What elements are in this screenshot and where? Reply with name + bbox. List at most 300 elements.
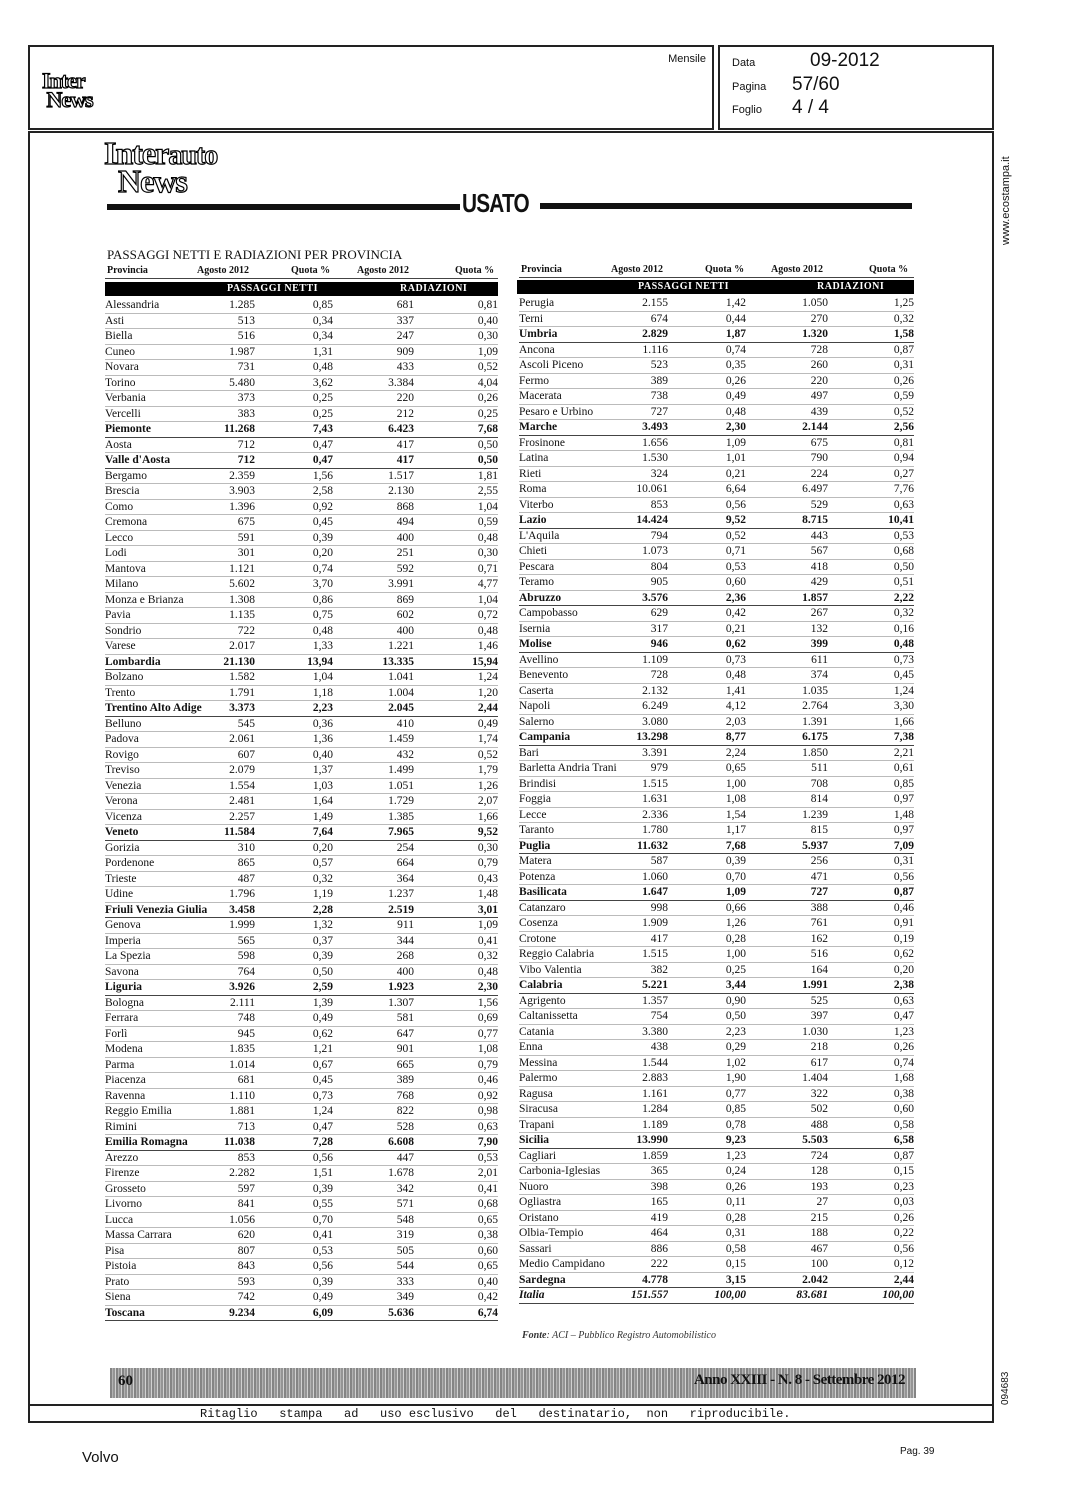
province-name: Trentino Alto Adige xyxy=(105,701,219,717)
passaggi-quota: 1,41 xyxy=(668,683,746,699)
passaggi-quota: 0,39 xyxy=(255,1274,333,1290)
radiazioni-quota: 1,23 xyxy=(828,1024,914,1040)
table-row xyxy=(519,931,914,947)
radiazioni-count: 215 xyxy=(746,1210,828,1226)
passaggi-count: 2.336 xyxy=(631,807,668,823)
radiazioni-quota: 1,81 xyxy=(414,468,498,484)
province-name: Frosinone xyxy=(519,435,631,451)
passaggi-count: 979 xyxy=(631,761,668,777)
table-row xyxy=(519,296,914,311)
province-name: Como xyxy=(105,499,219,515)
passaggi-quota: 0,39 xyxy=(255,1181,333,1197)
province-name: Treviso xyxy=(105,763,219,779)
interauto-news-logo: Inter News xyxy=(42,68,93,112)
passaggi-quota: 0,50 xyxy=(255,964,333,980)
passaggi-count: 1.161 xyxy=(631,1086,668,1102)
radiazioni-count: 1.041 xyxy=(333,670,414,686)
passaggi-quota: 1,36 xyxy=(255,732,333,748)
col-passaggi-agosto: Agosto 2012 xyxy=(611,264,663,275)
passaggi-quota: 0,21 xyxy=(668,466,746,482)
passaggi-quota: 1,39 xyxy=(255,995,333,1011)
radiazioni-quota: 0,81 xyxy=(414,298,498,313)
table-row xyxy=(519,575,914,591)
passaggi-count: 2.132 xyxy=(631,683,668,699)
table-row xyxy=(105,685,498,701)
col-radiazioni-quota: Quota % xyxy=(455,265,495,276)
radiazioni-quota: 2,56 xyxy=(828,420,914,436)
province-name: Rieti xyxy=(519,466,631,482)
radiazioni-quota: 0,73 xyxy=(828,652,914,668)
radiazioni-count: 268 xyxy=(333,949,414,965)
radiazioni-count: 433 xyxy=(333,360,414,376)
province-name: Venezia xyxy=(105,778,219,794)
province-name: Fermo xyxy=(519,373,631,389)
radiazioni-quota: 0,79 xyxy=(414,1057,498,1073)
table-row xyxy=(105,933,498,949)
passaggi-count: 1.656 xyxy=(631,435,668,451)
radiazioni-count: 1.221 xyxy=(333,639,414,655)
passaggi-count: 1.791 xyxy=(219,685,255,701)
radiazioni-count: 6.608 xyxy=(333,1135,414,1151)
province-name: Parma xyxy=(105,1057,219,1073)
table-row xyxy=(105,794,498,810)
province-name: Ragusa xyxy=(519,1086,631,1102)
passaggi-quota: 0,70 xyxy=(255,1212,333,1228)
radiazioni-quota: 9,52 xyxy=(414,825,498,841)
province-name: Sondrio xyxy=(105,623,219,639)
province-name: Oristano xyxy=(519,1210,631,1226)
region-row xyxy=(519,978,914,994)
radiazioni-count: 488 xyxy=(746,1117,828,1133)
passaggi-count: 754 xyxy=(631,1009,668,1025)
passaggi-count: 13.990 xyxy=(631,1133,668,1149)
passaggi-quota: 0,26 xyxy=(668,373,746,389)
radiazioni-quota: 0,48 xyxy=(414,623,498,639)
radiazioni-quota: 0,52 xyxy=(414,747,498,763)
province-name: Toscana xyxy=(105,1305,219,1321)
passaggi-count: 398 xyxy=(631,1179,668,1195)
passaggi-count: 21.130 xyxy=(219,654,255,670)
passaggi-count: 1.780 xyxy=(631,823,668,839)
radiazioni-count: 790 xyxy=(746,451,828,467)
province-name: Catanzaro xyxy=(519,900,631,916)
passaggi-count: 1.530 xyxy=(631,451,668,467)
province-name: Emilia Romagna xyxy=(105,1135,219,1151)
province-name: Lecco xyxy=(105,530,219,546)
radiazioni-count: 100 xyxy=(746,1257,828,1273)
province-name: Isernia xyxy=(519,621,631,637)
passaggi-count: 2.257 xyxy=(219,809,255,825)
radiazioni-quota: 0,52 xyxy=(828,404,914,420)
table-row xyxy=(105,1181,498,1197)
radiazioni-count: 418 xyxy=(746,559,828,575)
province-name: Cremona xyxy=(105,515,219,531)
province-name: Pavia xyxy=(105,608,219,624)
radiazioni-count: 1.239 xyxy=(746,807,828,823)
passaggi-count: 516 xyxy=(219,329,255,345)
province-name: Lombardia xyxy=(105,654,219,670)
passaggi-count: 1.110 xyxy=(219,1088,255,1104)
passaggi-count: 545 xyxy=(219,716,255,732)
table-row xyxy=(105,406,498,422)
passaggi-count: 1.544 xyxy=(631,1055,668,1071)
passaggi-quota: 0,48 xyxy=(255,360,333,376)
radiazioni-count: 647 xyxy=(333,1026,414,1042)
radiazioni-quota: 0,45 xyxy=(828,668,914,684)
region-row xyxy=(105,825,498,841)
radiazioni-count: 5.937 xyxy=(746,838,828,854)
radiazioni-count: 247 xyxy=(333,329,414,345)
passaggi-quota: 0,53 xyxy=(668,559,746,575)
table-row xyxy=(105,732,498,748)
passaggi-count: 728 xyxy=(631,668,668,684)
passaggi-quota: 1,18 xyxy=(255,685,333,701)
passaggi-count: 3.576 xyxy=(631,590,668,606)
passaggi-quota: 1,03 xyxy=(255,778,333,794)
radiazioni-count: 1.729 xyxy=(333,794,414,810)
radiazioni-count: 525 xyxy=(746,993,828,1009)
table-row xyxy=(519,947,914,963)
passaggi-count: 2.111 xyxy=(219,995,255,1011)
disclaimer: Ritaglio stampa ad uso esclusivo del destinatario, non riproducibile. xyxy=(200,1407,791,1421)
table-row xyxy=(519,1257,914,1273)
table-row xyxy=(519,482,914,498)
province-name: Imperia xyxy=(105,933,219,949)
radiazioni-count: 399 xyxy=(746,637,828,653)
table-row xyxy=(105,391,498,407)
province-name: Milano xyxy=(105,577,219,593)
radiazioni-count: 471 xyxy=(746,869,828,885)
passaggi-count: 3.458 xyxy=(219,902,255,918)
table-row xyxy=(105,1057,498,1073)
passaggi-count: 419 xyxy=(631,1210,668,1226)
province-name: Prato xyxy=(105,1274,219,1290)
passaggi-count: 1.631 xyxy=(631,792,668,808)
passaggi-count: 1.859 xyxy=(631,1148,668,1164)
radiazioni-quota: 2,44 xyxy=(414,701,498,717)
passaggi-quota: 0,39 xyxy=(255,949,333,965)
province-name: Verona xyxy=(105,794,219,810)
article-logo: Interauto News xyxy=(104,135,218,199)
province-name: Caltanissetta xyxy=(519,1009,631,1025)
radiazioni-count: 1.030 xyxy=(746,1024,828,1040)
passaggi-count: 1.515 xyxy=(631,947,668,963)
passaggi-count: 712 xyxy=(219,437,255,453)
province-name: Lucca xyxy=(105,1212,219,1228)
passaggi-quota: 1,08 xyxy=(668,792,746,808)
radiazioni-quota: 0,98 xyxy=(414,1104,498,1120)
region-row xyxy=(519,838,914,854)
right-column-headers xyxy=(519,264,914,278)
passaggi-quota: 0,50 xyxy=(668,1009,746,1025)
radiazioni-quota: 0,56 xyxy=(828,869,914,885)
table-row xyxy=(105,375,498,391)
table-row xyxy=(519,714,914,730)
passaggi-count: 3.926 xyxy=(219,980,255,996)
radiazioni-count: 267 xyxy=(746,606,828,622)
passaggi-quota: 2,30 xyxy=(668,420,746,436)
radiazioni-quota: 2,22 xyxy=(828,590,914,606)
province-name: Calabria xyxy=(519,978,631,994)
passaggi-quota: 1,32 xyxy=(255,918,333,934)
passaggi-count: 523 xyxy=(631,358,668,374)
passaggi-count: 222 xyxy=(631,1257,668,1273)
passaggi-quota: 1,87 xyxy=(668,327,746,343)
province-name: Mantova xyxy=(105,561,219,577)
passaggi-quota: 0,67 xyxy=(255,1057,333,1073)
radiazioni-quota: 7,90 xyxy=(414,1135,498,1151)
table-row xyxy=(105,995,498,1011)
passaggi-quota: 1,19 xyxy=(255,887,333,903)
province-name: Pordenone xyxy=(105,856,219,872)
group-radiazioni: RADIAZIONI xyxy=(817,281,885,292)
radiazioni-quota: 0,92 xyxy=(414,1088,498,1104)
passaggi-quota: 3,62 xyxy=(255,375,333,391)
passaggi-count: 2.829 xyxy=(631,327,668,343)
left-group-bar xyxy=(105,282,498,296)
province-name: Friuli Venezia Giulia xyxy=(105,902,219,918)
passaggi-count: 1.835 xyxy=(219,1042,255,1058)
passaggi-count: 11.038 xyxy=(219,1135,255,1151)
radiazioni-quota: 0,30 xyxy=(414,840,498,856)
province-name: Carbonia-Iglesias xyxy=(519,1164,631,1180)
province-name: Pisa xyxy=(105,1243,219,1259)
province-name: Pesaro e Urbino xyxy=(519,404,631,420)
passaggi-count: 464 xyxy=(631,1226,668,1242)
passaggi-quota: 0,28 xyxy=(668,931,746,947)
footer-page-number: 60 xyxy=(118,1373,133,1389)
radiazioni-quota: 1,66 xyxy=(414,809,498,825)
passaggi-count: 317 xyxy=(631,621,668,637)
passaggi-count: 10.061 xyxy=(631,482,668,498)
radiazioni-quota: 0,68 xyxy=(414,1197,498,1213)
province-name: Latina xyxy=(519,451,631,467)
province-name: Udine xyxy=(105,887,219,903)
passaggi-quota: 0,11 xyxy=(668,1195,746,1211)
radiazioni-quota: 0,43 xyxy=(414,871,498,887)
passaggi-quota: 0,48 xyxy=(255,623,333,639)
province-name: Savona xyxy=(105,964,219,980)
table-row xyxy=(519,792,914,808)
passaggi-quota: 1,04 xyxy=(255,670,333,686)
province-name: Pescara xyxy=(519,559,631,575)
passaggi-count: 2.079 xyxy=(219,763,255,779)
passaggi-count: 1.582 xyxy=(219,670,255,686)
radiazioni-quota: 0,47 xyxy=(828,1009,914,1025)
table-row xyxy=(105,499,498,515)
province-name: Ogliastra xyxy=(519,1195,631,1211)
province-name: Grosseto xyxy=(105,1181,219,1197)
table-row xyxy=(105,1274,498,1290)
radiazioni-quota: 0,50 xyxy=(414,453,498,469)
province-name: Sicilia xyxy=(519,1133,631,1149)
table-row xyxy=(105,949,498,965)
radiazioni-quota: 0,38 xyxy=(828,1086,914,1102)
group-radiazioni: RADIAZIONI xyxy=(400,283,468,294)
passaggi-count: 681 xyxy=(219,1073,255,1089)
passaggi-quota: 0,56 xyxy=(668,497,746,513)
passaggi-quota: 0,25 xyxy=(255,391,333,407)
province-name: Gorizia xyxy=(105,840,219,856)
radiazioni-quota: 0,63 xyxy=(828,993,914,1009)
passaggi-count: 438 xyxy=(631,1040,668,1056)
passaggi-count: 1.109 xyxy=(631,652,668,668)
passaggi-count: 598 xyxy=(219,949,255,965)
radiazioni-quota: 0,53 xyxy=(414,1150,498,1166)
passaggi-count: 738 xyxy=(631,389,668,405)
passaggi-count: 945 xyxy=(219,1026,255,1042)
table-row xyxy=(105,1166,498,1182)
radiazioni-count: 664 xyxy=(333,856,414,872)
province-name: Cosenza xyxy=(519,916,631,932)
passaggi-count: 1.987 xyxy=(219,344,255,360)
radiazioni-quota: 1,09 xyxy=(414,918,498,934)
passaggi-quota: 9,52 xyxy=(668,513,746,529)
radiazioni-count: 1.035 xyxy=(746,683,828,699)
province-name: Alessandria xyxy=(105,298,219,313)
table-row xyxy=(519,404,914,420)
province-name: Siena xyxy=(105,1290,219,1306)
table-row xyxy=(519,1226,914,1242)
passaggi-quota: 0,45 xyxy=(255,515,333,531)
passaggi-quota: 0,74 xyxy=(255,561,333,577)
radiazioni-count: 1.459 xyxy=(333,732,414,748)
radiazioni-quota: 0,26 xyxy=(414,391,498,407)
passaggi-quota: 1,64 xyxy=(255,794,333,810)
table-row xyxy=(105,484,498,500)
radiazioni-quota: 0,26 xyxy=(828,373,914,389)
radiazioni-quota: 0,58 xyxy=(828,1117,914,1133)
col-radiazioni-agosto: Agosto 2012 xyxy=(771,264,823,275)
radiazioni-quota: 0,27 xyxy=(828,466,914,482)
radiazioni-count: 254 xyxy=(333,840,414,856)
radiazioni-quota: 0,62 xyxy=(828,947,914,963)
radiazioni-count: 218 xyxy=(746,1040,828,1056)
radiazioni-quota: 1,08 xyxy=(414,1042,498,1058)
passaggi-quota: 0,47 xyxy=(255,437,333,453)
passaggi-quota: 0,49 xyxy=(255,1290,333,1306)
passaggi-quota: 1,09 xyxy=(668,435,746,451)
table-row xyxy=(105,964,498,980)
passaggi-count: 674 xyxy=(631,311,668,327)
radiazioni-quota: 1,68 xyxy=(828,1071,914,1087)
region-row xyxy=(105,1135,498,1151)
radiazioni-quota: 0,48 xyxy=(414,964,498,980)
radiazioni-quota: 0,38 xyxy=(414,1228,498,1244)
table-row xyxy=(105,716,498,732)
radiazioni-quota: 7,38 xyxy=(828,730,914,746)
radiazioni-count: 251 xyxy=(333,546,414,562)
table-row xyxy=(105,809,498,825)
passaggi-quota: 0,74 xyxy=(668,342,746,358)
radiazioni-quota: 1,79 xyxy=(414,763,498,779)
passaggi-quota: 2,58 xyxy=(255,484,333,500)
radiazioni-count: 581 xyxy=(333,1011,414,1027)
table-row xyxy=(105,1026,498,1042)
radiazioni-quota: 0,42 xyxy=(414,1290,498,1306)
province-name: Macerata xyxy=(519,389,631,405)
passaggi-count: 629 xyxy=(631,606,668,622)
col-passaggi-quota: Quota % xyxy=(291,265,331,276)
passaggi-quota: 0,35 xyxy=(668,358,746,374)
table-row xyxy=(519,823,914,839)
passaggi-count: 853 xyxy=(219,1150,255,1166)
radiazioni-quota: 0,79 xyxy=(414,856,498,872)
radiazioni-quota: 0,26 xyxy=(828,1210,914,1226)
radiazioni-quota: 1,09 xyxy=(414,344,498,360)
radiazioni-quota: 100,00 xyxy=(828,1288,914,1304)
passaggi-quota: 1,49 xyxy=(255,809,333,825)
passaggi-quota: 1,26 xyxy=(668,916,746,932)
province-name: Siracusa xyxy=(519,1102,631,1118)
bottom-client: Volvo xyxy=(82,1449,119,1466)
passaggi-count: 2.883 xyxy=(631,1071,668,1087)
passaggi-quota: 0,75 xyxy=(255,608,333,624)
province-name: Bolzano xyxy=(105,670,219,686)
radiazioni-count: 400 xyxy=(333,623,414,639)
table-row xyxy=(105,1290,498,1306)
passaggi-count: 3.080 xyxy=(631,714,668,730)
radiazioni-count: 6.497 xyxy=(746,482,828,498)
province-name: Asti xyxy=(105,313,219,329)
passaggi-quota: 0,15 xyxy=(668,1257,746,1273)
passaggi-quota: 3,70 xyxy=(255,577,333,593)
passaggi-count: 365 xyxy=(631,1164,668,1180)
passaggi-quota: 4,12 xyxy=(668,699,746,715)
passaggi-quota: 0,31 xyxy=(668,1226,746,1242)
radiazioni-quota: 1,04 xyxy=(414,592,498,608)
passaggi-count: 2.282 xyxy=(219,1166,255,1182)
passaggi-quota: 0,49 xyxy=(255,1011,333,1027)
passaggi-quota: 0,58 xyxy=(668,1241,746,1257)
province-name: Catania xyxy=(519,1024,631,1040)
passaggi-count: 565 xyxy=(219,933,255,949)
province-name: Livorno xyxy=(105,1197,219,1213)
passaggi-quota: 1,90 xyxy=(668,1071,746,1087)
passaggi-count: 998 xyxy=(631,900,668,916)
province-name: Torino xyxy=(105,375,219,391)
radiazioni-count: 571 xyxy=(333,1197,414,1213)
province-name: Marche xyxy=(519,420,631,436)
radiazioni-count: 567 xyxy=(746,544,828,560)
radiazioni-count: 164 xyxy=(746,962,828,978)
province-name: Bergamo xyxy=(105,468,219,484)
province-name: Bologna xyxy=(105,995,219,1011)
province-name: Umbria xyxy=(519,327,631,343)
radiazioni-quota: 0,46 xyxy=(414,1073,498,1089)
passaggi-count: 712 xyxy=(219,453,255,469)
region-row xyxy=(519,885,914,901)
pagina-label: Pagina xyxy=(732,81,767,93)
radiazioni-quota: 15,94 xyxy=(414,654,498,670)
radiazioni-quota: 0,41 xyxy=(414,1181,498,1197)
radiazioni-count: 337 xyxy=(333,313,414,329)
region-row xyxy=(105,1305,498,1321)
table-row xyxy=(519,1086,914,1102)
province-name: Valle d'Aosta xyxy=(105,453,219,469)
region-row xyxy=(105,980,498,996)
province-name: Lecce xyxy=(519,807,631,823)
passaggi-quota: 2,03 xyxy=(668,714,746,730)
passaggi-quota: 0,32 xyxy=(255,871,333,887)
radiazioni-quota: 0,59 xyxy=(414,515,498,531)
province-name: Belluno xyxy=(105,716,219,732)
passaggi-quota: 0,71 xyxy=(668,544,746,560)
radiazioni-quota: 6,74 xyxy=(414,1305,498,1321)
radiazioni-quota: 0,12 xyxy=(828,1257,914,1273)
radiazioni-count: 260 xyxy=(746,358,828,374)
radiazioni-quota: 0,30 xyxy=(414,329,498,345)
